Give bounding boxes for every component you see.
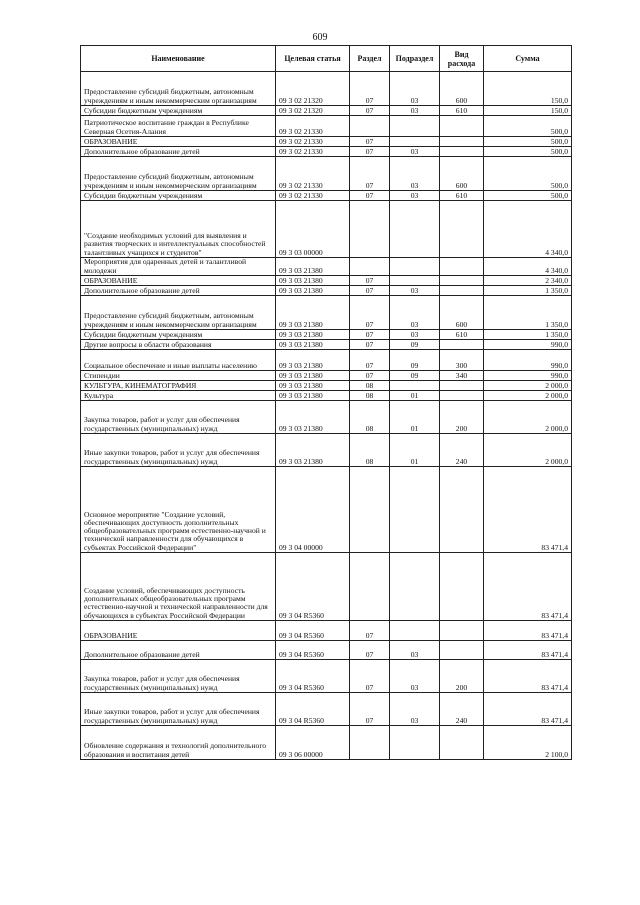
row-name: ОБРАЗОВАНИЕ [81, 137, 276, 147]
row-target: 09 3 04 R5360 [276, 693, 350, 726]
row-expense-type [440, 381, 484, 391]
row-amount: 83 471,4 [484, 621, 572, 641]
row-expense-type: 610 [440, 191, 484, 201]
row-amount: 1 350,0 [484, 286, 572, 296]
row-amount: 83 471,4 [484, 660, 572, 693]
row-section: 08 [350, 401, 390, 434]
column-header-amount: Сумма [484, 46, 572, 72]
row-amount: 2 000,0 [484, 434, 572, 467]
row-section: 07 [350, 157, 390, 191]
row-section: 07 [350, 371, 390, 381]
row-target: 09 3 04 R5360 [276, 553, 350, 621]
table-row [81, 553, 572, 621]
row-name: Субсидии бюджетным учреждениям [81, 191, 276, 201]
table-row [81, 258, 572, 276]
row-subsection: 09 [390, 340, 440, 350]
row-expense-type: 600 [440, 72, 484, 106]
table-body [81, 72, 572, 760]
row-target: 09 3 03 21380 [276, 286, 350, 296]
row-name: Создание условий, обеспечивающих доступность дополнительных общеобразовательных программ естественно-научной и технической направленности для обучающихся в субъектах Российской Федерации [81, 553, 276, 621]
row-subsection: 03 [390, 296, 440, 330]
table-row [81, 106, 572, 116]
row-name: Дополнительное образование детей [81, 286, 276, 296]
row-target: 09 3 03 21380 [276, 350, 350, 371]
row-subsection: 01 [390, 401, 440, 434]
row-section: 07 [350, 147, 390, 157]
table-row [81, 296, 572, 330]
row-expense-type [440, 116, 484, 137]
row-section: 08 [350, 391, 390, 401]
table-row [81, 330, 572, 340]
row-expense-type [440, 553, 484, 621]
row-subsection: 03 [390, 191, 440, 201]
row-subsection [390, 276, 440, 286]
row-subsection: 03 [390, 72, 440, 106]
row-section: 07 [350, 296, 390, 330]
row-target: 09 3 02 21330 [276, 116, 350, 137]
row-name: Дополнительное образование детей [81, 641, 276, 660]
row-expense-type: 240 [440, 434, 484, 467]
row-subsection: 03 [390, 157, 440, 191]
row-name: Культура [81, 391, 276, 401]
row-name: Закупка товаров, работ и услуг для обеспечения государственных (муниципальных) нужд [81, 660, 276, 693]
row-section [350, 553, 390, 621]
row-target: 09 3 03 21380 [276, 276, 350, 286]
row-section [350, 116, 390, 137]
row-amount: 83 471,4 [484, 693, 572, 726]
row-section: 07 [350, 72, 390, 106]
row-name: Обновление содержания и технологий дополнительного образования и воспитания детей [81, 726, 276, 760]
row-name: Основное мероприятие "Создание условий, обеспечивающих доступность дополнительных общеобразовательных программ естественно-научной и технической направленности для обучающихся в субъектах Российской Федерации" [81, 467, 276, 553]
row-name: ОБРАЗОВАНИЕ [81, 621, 276, 641]
table-row [81, 391, 572, 401]
row-section: 08 [350, 434, 390, 467]
row-subsection: 03 [390, 641, 440, 660]
row-name: Иные закупки товаров, работ и услуг для обеспечения государственных (муниципальных) нужд [81, 434, 276, 467]
row-subsection: 01 [390, 434, 440, 467]
table-row [81, 641, 572, 660]
row-subsection: 03 [390, 286, 440, 296]
row-subsection [390, 137, 440, 147]
row-amount: 500,0 [484, 191, 572, 201]
row-subsection: 03 [390, 106, 440, 116]
row-section: 07 [350, 350, 390, 371]
row-amount: 990,0 [484, 371, 572, 381]
row-expense-type: 610 [440, 106, 484, 116]
table-row [81, 660, 572, 693]
column-header-target: Целевая статья [276, 46, 350, 72]
row-amount: 500,0 [484, 147, 572, 157]
row-section [350, 201, 390, 258]
row-section: 08 [350, 381, 390, 391]
row-target: 09 3 03 21380 [276, 434, 350, 467]
row-amount: 83 471,4 [484, 553, 572, 621]
table-row [81, 286, 572, 296]
table-row [81, 371, 572, 381]
row-name: Закупка товаров, работ и услуг для обеспечения государственных (муниципальных) нужд [81, 401, 276, 434]
row-subsection: 03 [390, 693, 440, 726]
row-expense-type [440, 201, 484, 258]
row-name: Предоставление субсидий бюджетным, автономным учреждениям и иным некоммерческим организациям [81, 157, 276, 191]
row-target: 09 3 03 21380 [276, 258, 350, 276]
row-target: 09 3 04 R5360 [276, 660, 350, 693]
budget-table [80, 45, 572, 760]
row-expense-type [440, 726, 484, 760]
row-name: "Создание необходимых условий для выявления и развития творческих и интеллектуальных способностей талантливых учащихся и студентов" [81, 201, 276, 258]
row-amount: 150,0 [484, 106, 572, 116]
row-section: 07 [350, 276, 390, 286]
table-row [81, 401, 572, 434]
row-target: 09 3 03 21380 [276, 330, 350, 340]
row-subsection: 03 [390, 330, 440, 340]
row-target: 09 3 03 21380 [276, 296, 350, 330]
row-amount: 500,0 [484, 116, 572, 137]
row-section: 07 [350, 137, 390, 147]
row-amount: 2 000,0 [484, 381, 572, 391]
table-row [81, 276, 572, 286]
column-header-name: Наименование [81, 46, 276, 72]
row-expense-type: 300 [440, 350, 484, 371]
row-name: Патриотическое воспитание граждан в Республике Северная Осетия-Алания [81, 116, 276, 137]
row-section: 07 [350, 191, 390, 201]
row-expense-type: 240 [440, 693, 484, 726]
row-amount: 2 000,0 [484, 401, 572, 434]
row-expense-type [440, 258, 484, 276]
table-row [81, 147, 572, 157]
row-amount: 4 340,0 [484, 258, 572, 276]
row-section [350, 467, 390, 553]
row-amount: 150,0 [484, 72, 572, 106]
row-amount: 83 471,4 [484, 467, 572, 553]
row-amount: 2 340,0 [484, 276, 572, 286]
row-target: 09 3 03 21380 [276, 340, 350, 350]
row-target: 09 3 04 R5360 [276, 641, 350, 660]
row-name: ОБРАЗОВАНИЕ [81, 276, 276, 286]
row-section [350, 726, 390, 760]
row-target: 09 3 02 21330 [276, 147, 350, 157]
row-expense-type [440, 641, 484, 660]
row-amount: 500,0 [484, 157, 572, 191]
row-amount: 4 340,0 [484, 201, 572, 258]
table-row [81, 621, 572, 641]
row-target: 09 3 02 21320 [276, 72, 350, 106]
row-name: Другие вопросы в области образования [81, 340, 276, 350]
table-header-row [81, 46, 572, 72]
row-target: 09 3 03 21380 [276, 391, 350, 401]
table-row [81, 340, 572, 350]
row-name: Социальное обеспечение и иные выплаты населению [81, 350, 276, 371]
row-section [350, 258, 390, 276]
row-expense-type [440, 276, 484, 286]
row-amount: 990,0 [484, 340, 572, 350]
row-section: 07 [350, 340, 390, 350]
row-target: 09 3 02 21330 [276, 191, 350, 201]
row-section: 07 [350, 660, 390, 693]
row-subsection [390, 116, 440, 137]
row-target: 09 3 04 00000 [276, 467, 350, 553]
row-name: Иные закупки товаров, работ и услуг для обеспечения государственных (муниципальных) нужд [81, 693, 276, 726]
row-amount: 1 350,0 [484, 296, 572, 330]
row-expense-type: 200 [440, 401, 484, 434]
row-subsection: 01 [390, 391, 440, 401]
column-header-subsection: Подраздел [390, 46, 440, 72]
row-section: 07 [350, 330, 390, 340]
row-expense-type: 200 [440, 660, 484, 693]
table-row [81, 693, 572, 726]
row-section: 07 [350, 286, 390, 296]
row-subsection: 09 [390, 371, 440, 381]
row-subsection [390, 201, 440, 258]
row-amount: 2 100,0 [484, 726, 572, 760]
page-number: 609 [312, 32, 328, 43]
row-expense-type [440, 286, 484, 296]
table-row [81, 434, 572, 467]
column-header-expense-type: Вид расхода [440, 46, 484, 72]
row-subsection [390, 621, 440, 641]
table-row [81, 157, 572, 191]
column-header-section: Раздел [350, 46, 390, 72]
row-target: 09 3 02 21320 [276, 106, 350, 116]
row-name: Субсидии бюджетным учреждениям [81, 106, 276, 116]
row-subsection [390, 726, 440, 760]
row-target: 09 3 03 00000 [276, 201, 350, 258]
row-section: 07 [350, 621, 390, 641]
row-name: Субсидии бюджетным учреждениям [81, 330, 276, 340]
row-subsection [390, 553, 440, 621]
row-amount: 500,0 [484, 137, 572, 147]
table-row [81, 72, 572, 106]
row-name: Мероприятия для одаренных детей и талантливой молодежи [81, 258, 276, 276]
row-expense-type [440, 147, 484, 157]
row-subsection: 03 [390, 660, 440, 693]
row-expense-type [440, 137, 484, 147]
table-row [81, 137, 572, 147]
row-amount: 1 350,0 [484, 330, 572, 340]
row-amount: 83 471,4 [484, 641, 572, 660]
row-section: 07 [350, 693, 390, 726]
row-expense-type: 600 [440, 296, 484, 330]
row-target: 09 3 02 21330 [276, 157, 350, 191]
row-name: КУЛЬТУРА, КИНЕМАТОГРАФИЯ [81, 381, 276, 391]
row-amount: 2 000,0 [484, 391, 572, 401]
row-expense-type [440, 621, 484, 641]
row-expense-type [440, 467, 484, 553]
row-expense-type: 600 [440, 157, 484, 191]
row-name: Предоставление субсидий бюджетным, автономным учреждениям и иным некоммерческим организациям [81, 296, 276, 330]
row-expense-type: 340 [440, 371, 484, 381]
row-target: 09 3 06 00000 [276, 726, 350, 760]
row-section: 07 [350, 106, 390, 116]
row-target: 09 3 03 21380 [276, 381, 350, 391]
table-row [81, 726, 572, 760]
row-subsection [390, 381, 440, 391]
row-subsection: 03 [390, 147, 440, 157]
row-target: 09 3 03 21380 [276, 371, 350, 381]
row-amount: 990,0 [484, 350, 572, 371]
table-row [81, 381, 572, 391]
row-name: Предоставление субсидий бюджетным, автономным учреждениям и иным некоммерческим организациям [81, 72, 276, 106]
table-row [81, 350, 572, 371]
row-subsection [390, 467, 440, 553]
table-row [81, 191, 572, 201]
row-subsection: 09 [390, 350, 440, 371]
row-expense-type [440, 340, 484, 350]
table-row [81, 467, 572, 553]
row-target: 09 3 02 21330 [276, 137, 350, 147]
row-name: Дополнительное образование детей [81, 147, 276, 157]
row-expense-type: 610 [440, 330, 484, 340]
row-target: 09 3 03 21380 [276, 401, 350, 434]
row-expense-type [440, 391, 484, 401]
row-section: 07 [350, 641, 390, 660]
table-row [81, 116, 572, 137]
row-target: 09 3 04 R5360 [276, 621, 350, 641]
table-row [81, 201, 572, 258]
row-subsection [390, 258, 440, 276]
row-name: Стипендии [81, 371, 276, 381]
